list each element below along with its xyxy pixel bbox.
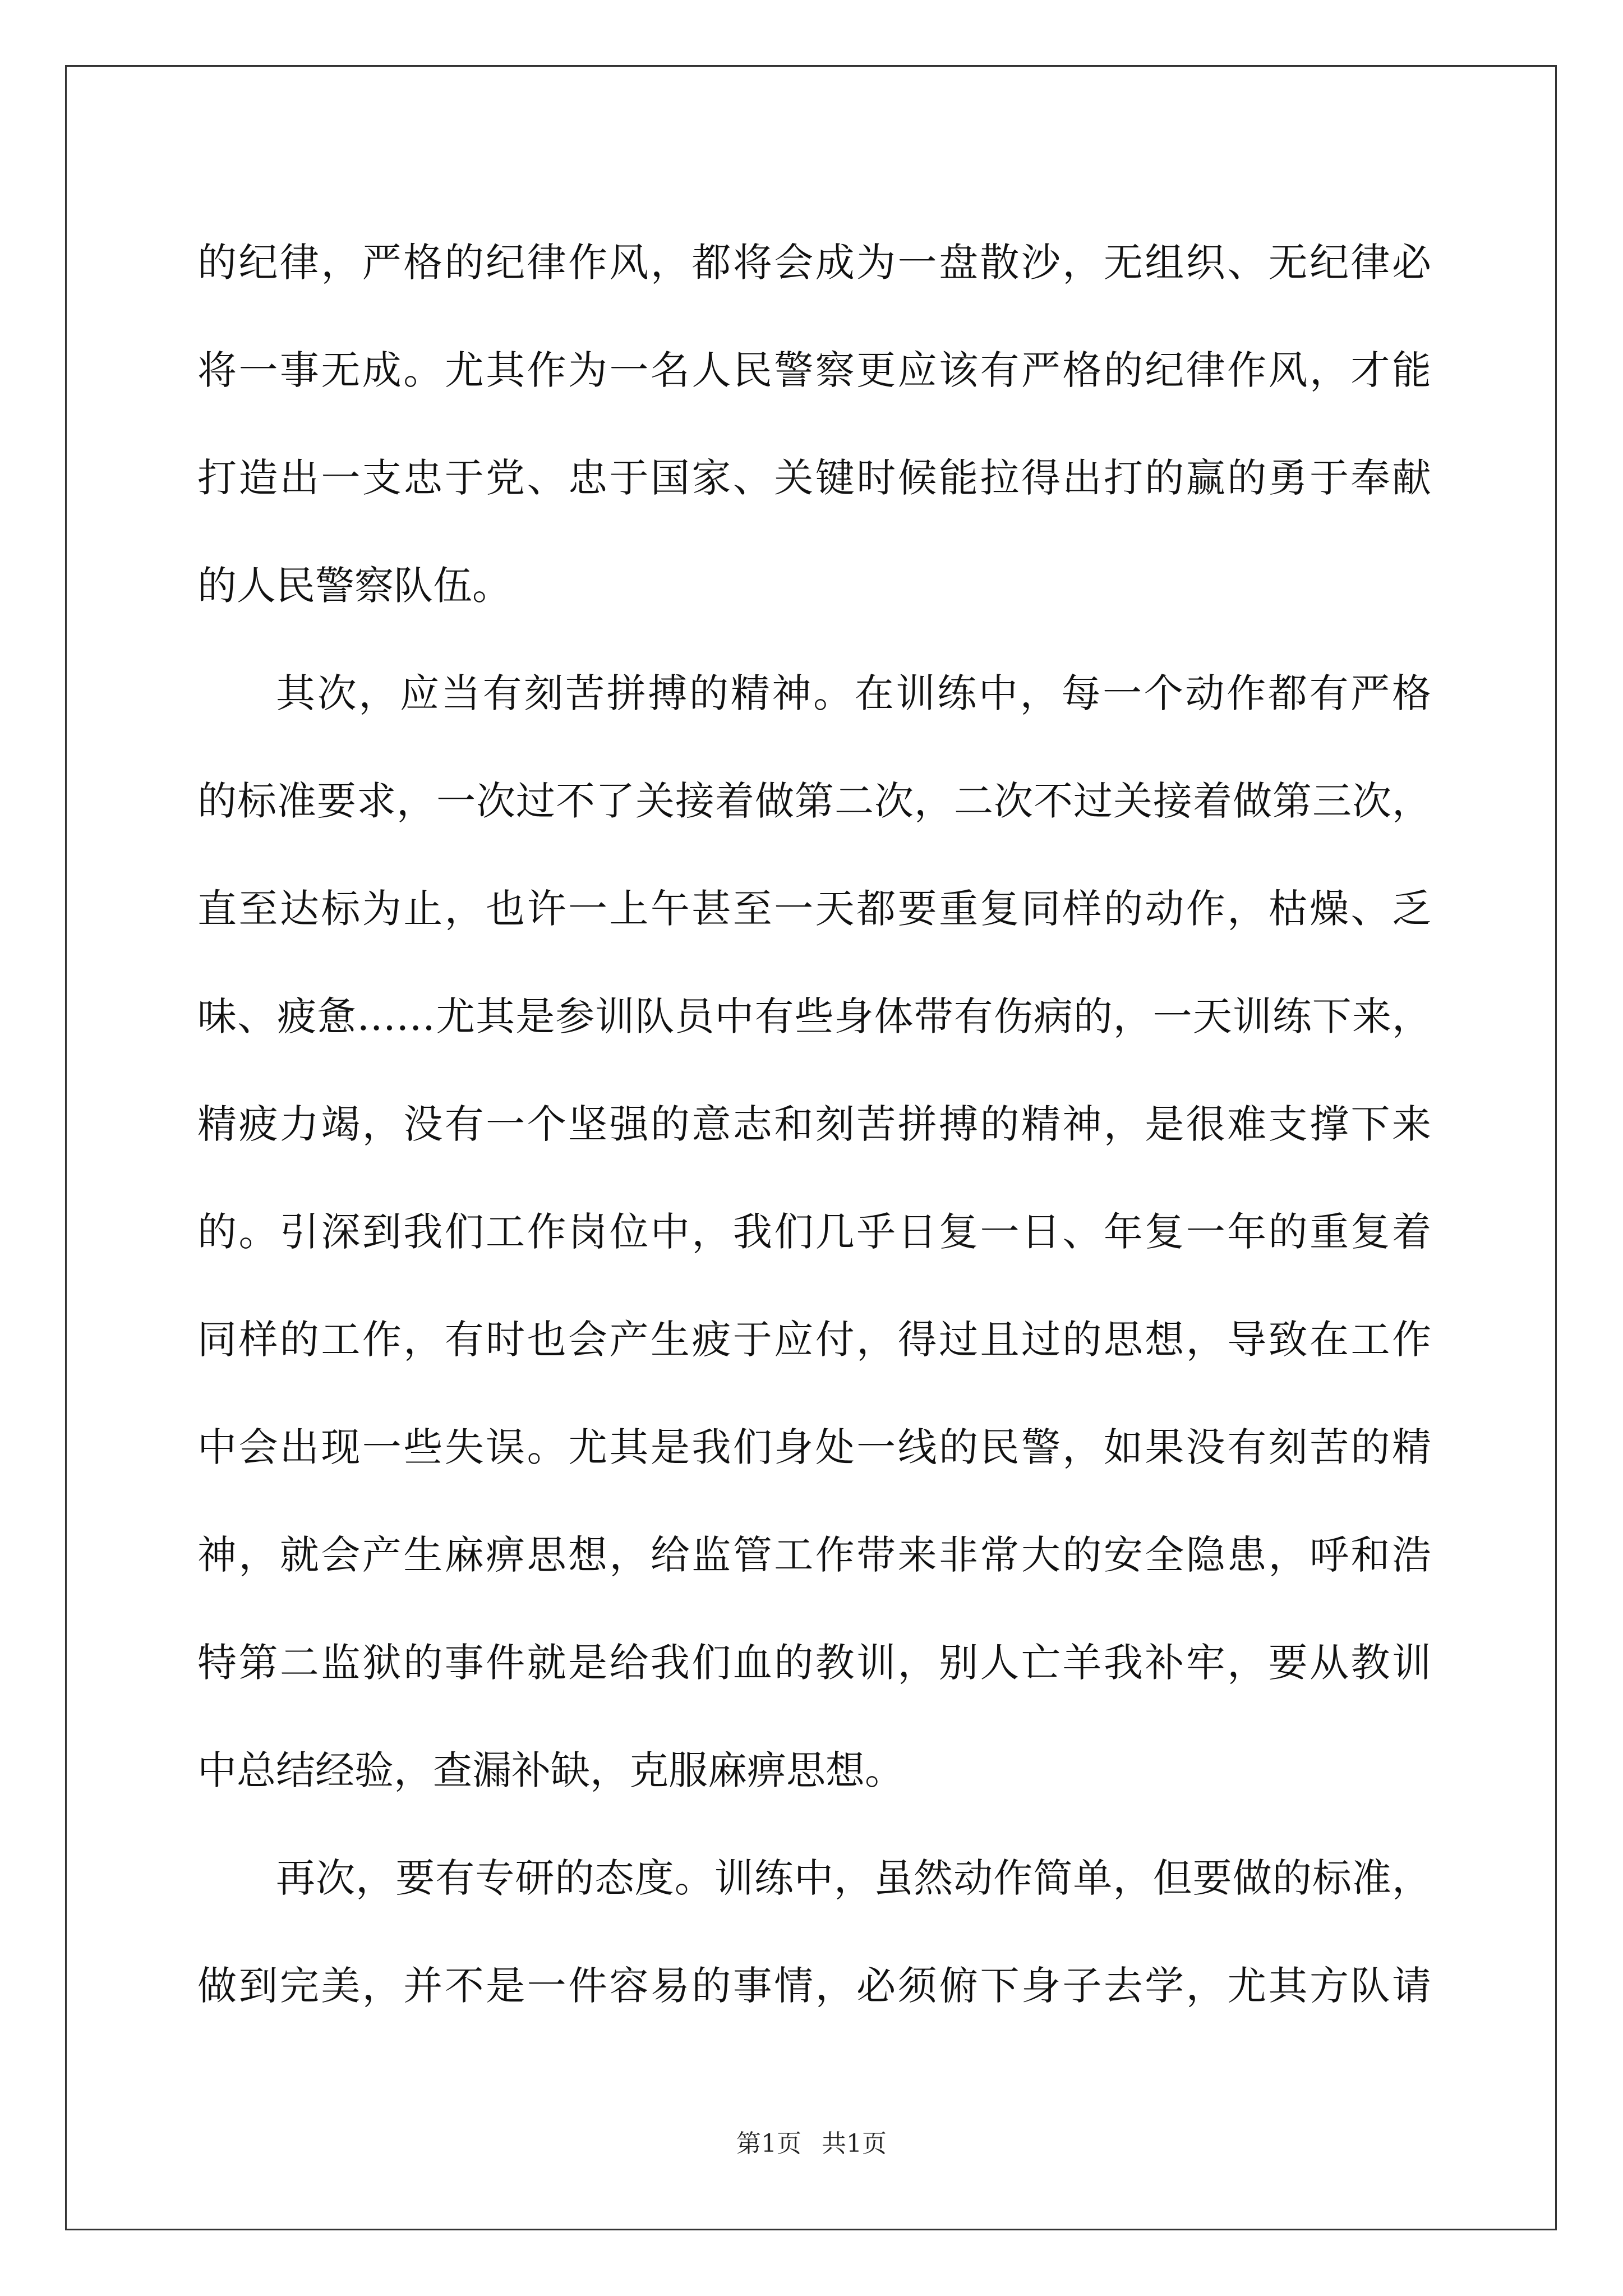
text-line: 直至达标为止，也许一上午甚至一天都要重复同样的动作，枯燥、乏 — [197, 886, 1431, 932]
paragraph-1 — [197, 209, 1431, 639]
text-line: 中总结经验，查漏补缺，克服麻痹思想。 — [197, 1747, 904, 1793]
paragraph-3 — [197, 1824, 1431, 2040]
text-line: 味、疲惫……尤其是参训队员中有些身体带有伤病的，一天训练下来， — [197, 993, 1431, 1039]
text-line: 的。引深到我们工作岗位中，我们几乎日复一日、年复一年的重复着 — [197, 1209, 1431, 1255]
text-line: 其次，应当有刻苦拼搏的精神。在训练中，每一个动作都有严格 — [276, 670, 1431, 716]
text-line: 再次，要有专研的态度。训练中，虽然动作简单，但要做的标准， — [276, 1855, 1431, 1901]
page-number: 第1页 — [736, 2129, 801, 2158]
paragraph-2 — [197, 639, 1431, 1824]
text-line: 神，就会产生麻痹思想，给监管工作带来非常大的安全隐患，呼和浩 — [197, 1532, 1431, 1578]
text-line: 打造出一支忠于党、忠于国家、关键时候能拉得出打的赢的勇于奉献 — [197, 455, 1431, 501]
text-line: 将一事无成。尤其作为一名人民警察更应该有严格的纪律作风，才能 — [197, 347, 1431, 393]
text-line: 中会出现一些失误。尤其是我们身处一线的民警，如果没有刻苦的精 — [197, 1424, 1431, 1470]
text-line: 特第二监狱的事件就是给我们血的教训，别人亡羊我补牢，要从教训 — [197, 1640, 1431, 1686]
text-line: 的纪律，严格的纪律作风，都将会成为一盘散沙，无组织、无纪律必 — [197, 240, 1431, 286]
text-line: 精疲力竭，没有一个坚强的意志和刻苦拼搏的精神，是很难支撑下来 — [197, 1101, 1431, 1147]
text-line: 的人民警察队伍。 — [197, 563, 511, 609]
page-total: 共1页 — [822, 2129, 887, 2158]
text-line: 同样的工作，有时也会产生疲于应付，得过且过的思想，导致在工作 — [197, 1317, 1431, 1363]
text-line: 做到完美，并不是一件容易的事情，必须俯下身子去学，尤其方队请 — [197, 1963, 1431, 2009]
page-footer — [0, 2127, 1623, 2161]
document-body — [197, 209, 1431, 2040]
text-line: 的标准要求，一次过不了关接着做第二次，二次不过关接着做第三次， — [197, 778, 1431, 824]
